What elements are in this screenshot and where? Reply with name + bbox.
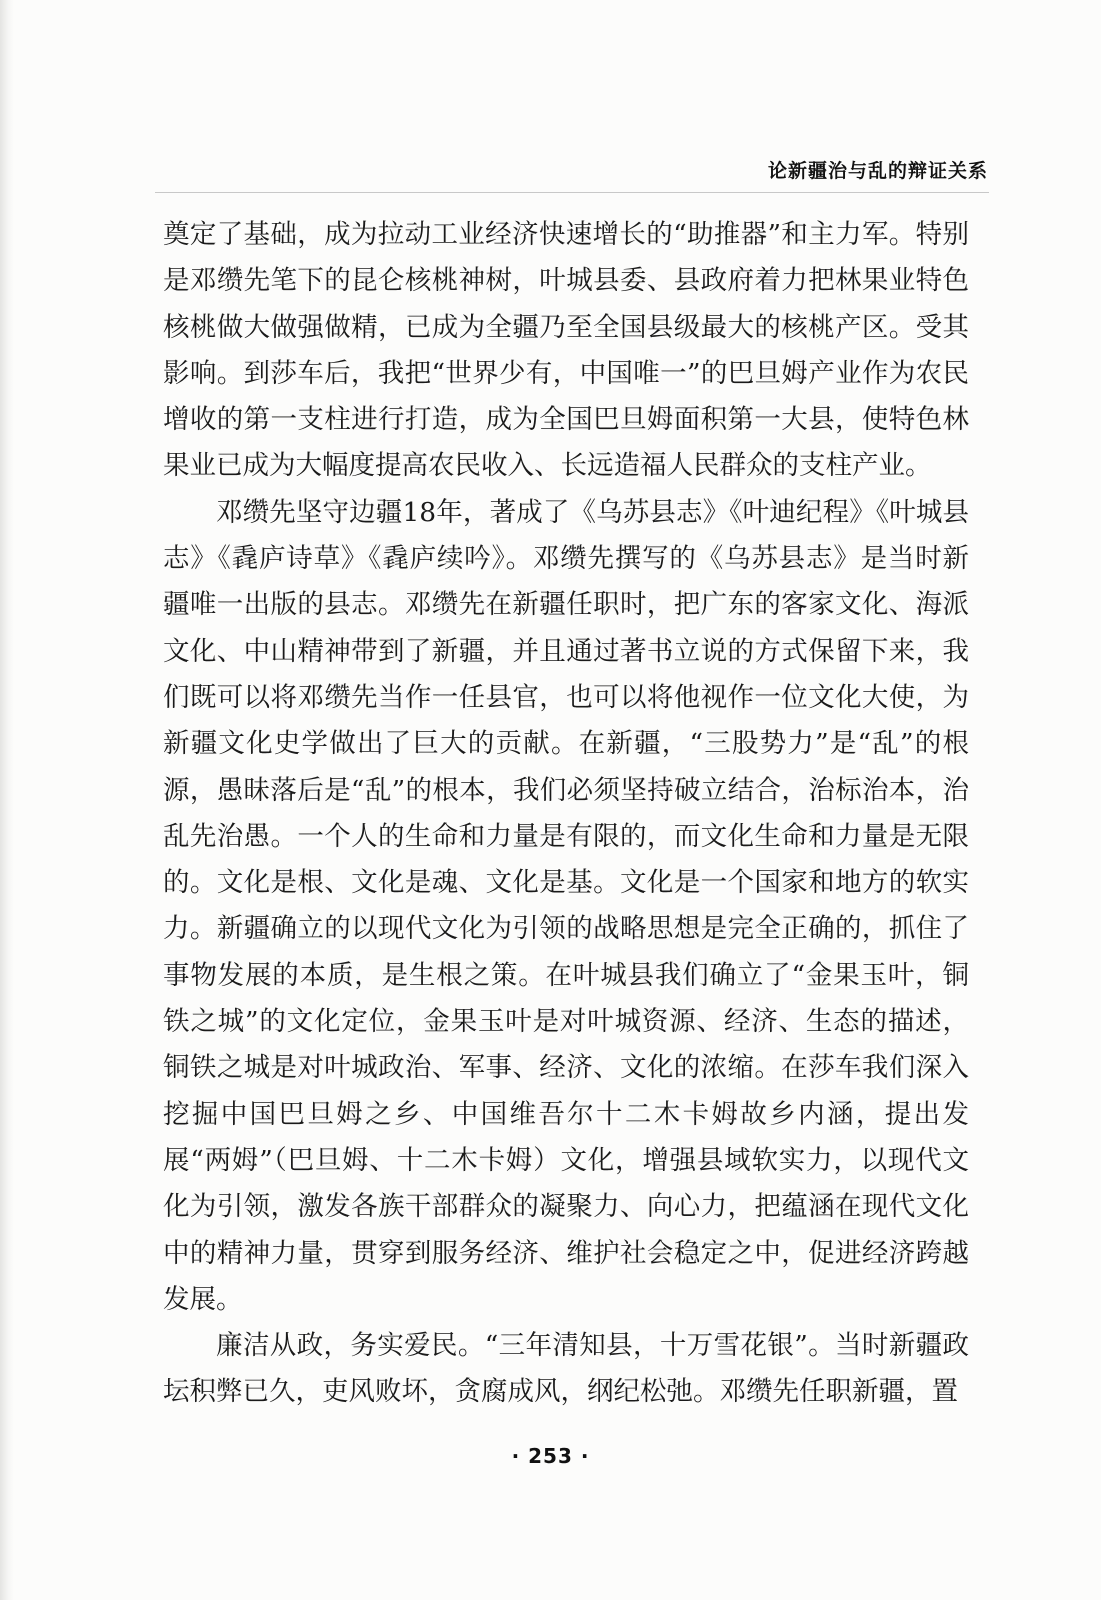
paragraph-1: 奠定了基础，成为拉动工业经济快速增长的“助推器”和主力军。特别是邓缵先笔下的昆仑核桃神树，叶城县委、县政府着力把林果业特色核桃做大做强做精，已成为全疆乃至全国县级最大的核桃产区。受其影响。到莎车后，我把“世界少有，中国唯一”的巴旦姆产业作为农民增收的第一支柱进行打造，成为全国巴旦姆面积第一大县，使特色林果业已成为大幅度提高农民收入、长远造福人民群众的支柱产业。 bbox=[163, 219, 969, 482]
running-header: 论新疆治与乱的辩证关系 bbox=[767, 160, 988, 182]
paragraph-2: 邓缵先坚守边疆18年，著成了《乌苏县志》《叶迪纪程》《叶城县志》《毳庐诗草》《毳庐续吟》。邓缵先撰写的《乌苏县志》是当时新疆唯一出版的县志。邓缵先在新疆任职时，把广东的客家文化、海派文化、中山精神带到了新疆，并且通过著书立说的方式保留下来，我们既可以将邓缵先当作一任县官，也可以将他视作一位文化大使，为新疆文化史学做出了巨大的贡献。在新疆，“三股势力”是“乱”的根源，愚昧落后是“乱”的根本，我们必须坚持破立结合，治标治本，治乱先治愚。一个人的生命和力量是有限的，而文化生命和力量是无限的。文化是根、文化是魂、文化是基。文化是一个国家和地方的软实力。新疆确立的以现代文化为引领的战略思想是完全正确的，抓住了事物发展的本质，是生根之策。在叶城县我们确立了“金果玉叶，铜铁之城”的文化定位，金果玉叶是对叶城资源、经济、生态的描述，铜铁之城是对叶城政治、军事、经济、文化的浓缩。在莎车我们深入挖掘中国巴旦姆之乡、中国维吾尔十二木卡姆故乡内涵，提出发展“两姆”（巴旦姆、十二木卡姆）文化，增强县域软实力，以现代文化为引领，激发各族干部群众的凝聚力、向心力，把蕴涵在现代文化中的精神力量，贯穿到服务经济、维护社会稳定之中，促进经济跨越发展。 bbox=[163, 496, 969, 1315]
body-text bbox=[163, 212, 969, 1416]
page-number: · 253 · bbox=[511, 1444, 590, 1468]
header-rule bbox=[155, 192, 989, 193]
binding-shadow bbox=[0, 0, 14, 1600]
paragraph-3: 廉洁从政，务实爱民。“三年清知县，十万雪花银”。当时新疆政坛积弊已久，吏风败坏，贪腐成风，纲纪松弛。邓缵先任职新疆，置 bbox=[163, 1330, 969, 1408]
